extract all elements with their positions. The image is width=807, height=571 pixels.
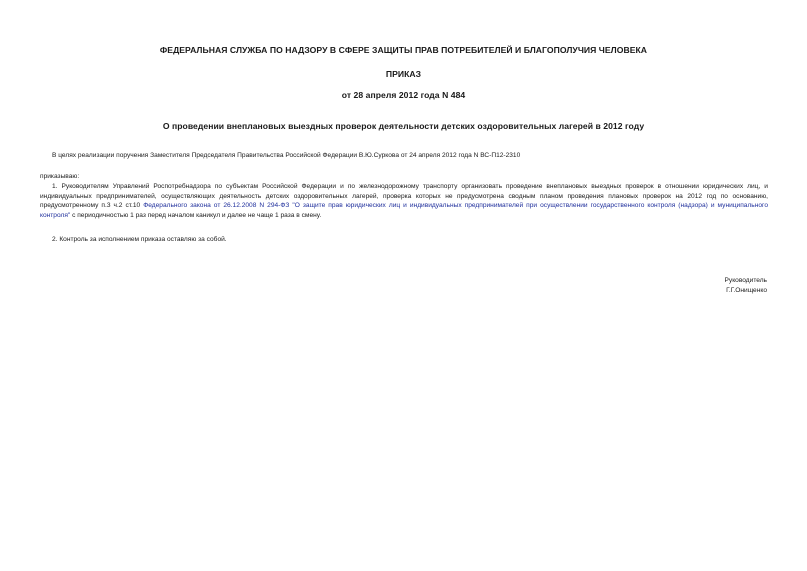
document-date-number: от 28 апреля 2012 года N 484 bbox=[341, 90, 466, 100]
agency-title: ФЕДЕРАЛЬНАЯ СЛУЖБА ПО НАДЗОРУ В СФЕРЕ ЗАЩИТЫ ПРАВ ПОТРЕБИТЕЛЕЙ И БЛАГОПОЛУЧИЯ ЧЕЛОВЕКА bbox=[159, 45, 648, 55]
intro-paragraph: В целях реализации поручения Заместителя Председателя Правительства Российской Федерации В.Ю.Суркова от 24 апреля 2012 года N ВС-П12-2310 bbox=[52, 152, 521, 159]
order-item-2: 2. Контроль за исполнением приказа оставляю за собой. bbox=[52, 236, 227, 243]
federal-law-link[interactable]: Федерального закона от 26.12.2008 N 294-ФЗ "О защите прав юридических лиц и индивидуальных предпринимателей при осуществлении государственного контроля (надзора) и муниципального контроля" bbox=[40, 202, 768, 219]
signature-title: Руководитель bbox=[724, 277, 767, 284]
document-type: ПРИКАЗ bbox=[385, 69, 422, 79]
order-item-1-text-after: с периодичностью 1 раз перед началом каникул и далее не чаще 1 раза в смену. bbox=[70, 211, 322, 219]
command-word: приказываю: bbox=[40, 173, 80, 180]
document-subject: О проведении внеплановых выездных проверок деятельности детских оздоровительных лагерей в 2012 году bbox=[162, 121, 645, 131]
order-item-1-text-before: 1. Руководителям Управлений Роспотребнадзора по субъектам Российской Федерации и по железнодорожному транспорту организовать проведение внеплановых выездных проверок в отношении юридических лиц, и индивидуальных предпринимателей, осуществляющих деятельность детских оздоровительных лагерей, проверка которых не предусмотрена сводным планом проведения плановых проверок на 2012 год по основанию, предусмотренному п.3 ч.2 ст.10 bbox=[40, 183, 768, 210]
signature-name: Г.Г.Онищенко bbox=[726, 287, 767, 294]
signature-block bbox=[725, 276, 767, 296]
order-item-1 bbox=[40, 182, 768, 220]
